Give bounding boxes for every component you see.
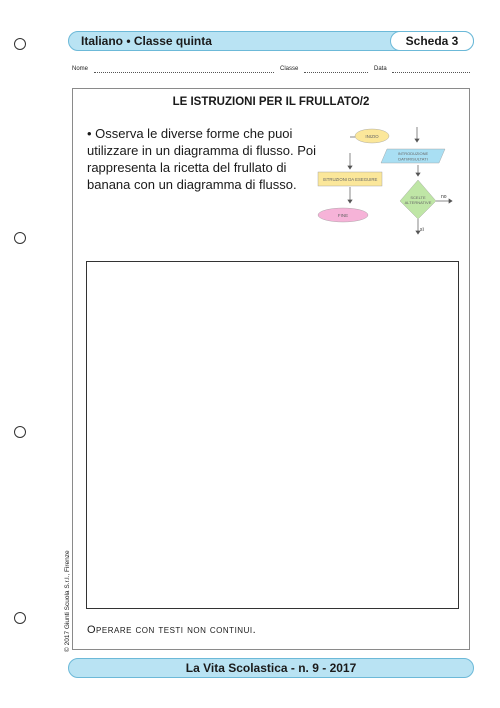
classe-field[interactable] — [304, 72, 368, 73]
decision-label-line2: ALTERNATIVE — [404, 200, 432, 205]
io-label-line1: INTRODUZIONE — [397, 151, 429, 156]
end-oval-label: FINE — [337, 213, 349, 218]
instruction-text: • Osserva le diverse forme che puoi utilizzare in un diagramma di flusso. Poi rappresenta la ricetta del frullato di banana con un diagramma di flusso. — [87, 126, 317, 192]
student-fields — [72, 66, 472, 78]
binder-hole-3 — [14, 426, 26, 438]
subject-title: Italiano • Classe quinta — [81, 34, 212, 48]
classe-label: Classe — [280, 66, 299, 72]
data-label: Data — [374, 66, 387, 72]
decision-label-line1: SCELTE — [410, 195, 426, 200]
skill-label: Operare con testi non continui. — [87, 624, 257, 636]
binder-hole-4 — [14, 612, 26, 624]
footer-bar: La Vita Scolastica - n. 9 - 2017 — [68, 658, 474, 678]
binder-hole-2 — [14, 232, 26, 244]
copyright-text: © 2017 Giunti Scuola S.r.l., Firenze — [64, 550, 71, 652]
instructions-label: ISTRUZIONI DA ESEGUIRE — [322, 177, 378, 182]
flowchart-legend — [315, 123, 467, 243]
nome-label: Nome — [72, 66, 89, 72]
scheda-label: Scheda 3 — [390, 31, 474, 51]
binder-hole-1 — [14, 38, 26, 50]
start-oval-label: INIZIO — [365, 134, 379, 139]
drawing-area[interactable] — [86, 261, 459, 609]
io-label-line2: DATI/RISULTATI — [398, 156, 428, 162]
decision-yes-label: sì — [420, 227, 424, 233]
nome-field[interactable] — [94, 72, 274, 73]
sheet-title: LE ISTRUZIONI PER IL FRULLATO/2 — [172, 96, 370, 108]
decision-no-label: no — [441, 194, 447, 200]
data-field[interactable] — [392, 72, 470, 73]
worksheet-frame — [72, 88, 470, 650]
header-bar — [68, 31, 474, 51]
